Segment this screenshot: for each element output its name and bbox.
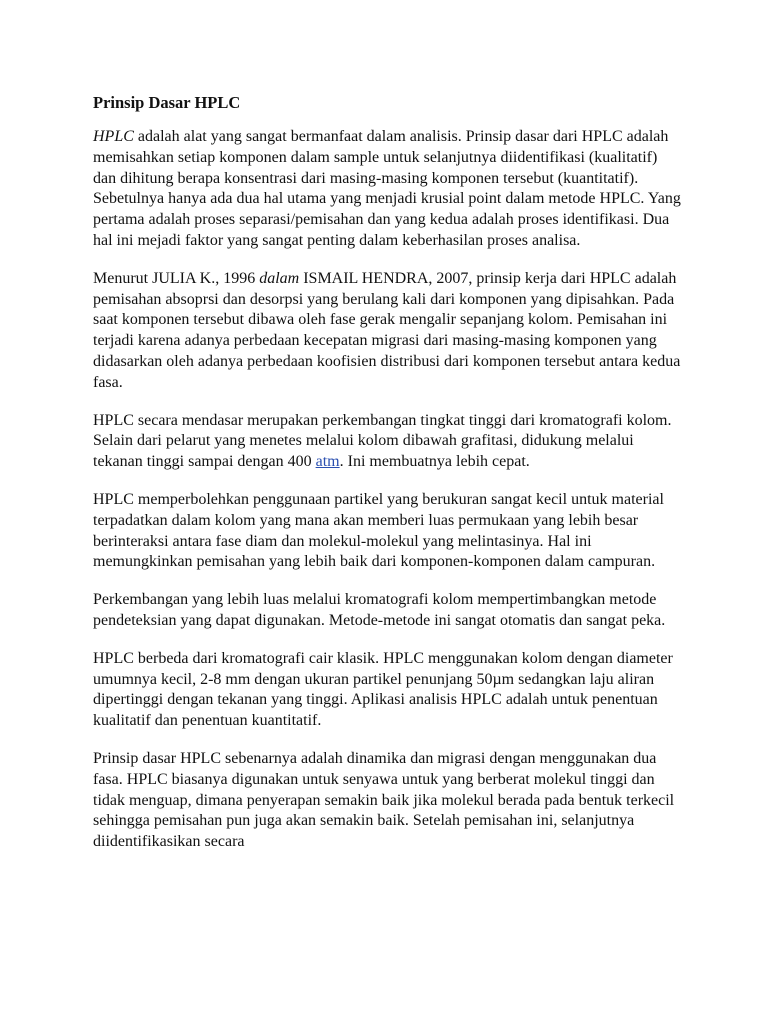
paragraph-2-after: ISMAIL HENDRA, 2007, prinsip kerja dari HPLC adalah pemisahan absoprsi dan desorpsi yang berulang kali dari komponen yang dipisahkan. Pada saat komponen tersebut dibawa oleh fase gerak mengalir sepanjang kolom. Pemisahan ini terjadi karena adanya perbedaan kecepatan migrasi dari masing-masing komponen yang didasarkan oleh adanya perbedaan koofisien distribusi dari komponen tersebut antara kedua fasa. [93,269,681,391]
paragraph-4: HPLC memperbolehkan penggunaan partikel yang berukuran sangat kecil untuk material terpadatkan dalam kolom yang mana akan memberi luas permukaan yang lebih besar berinteraksi antara fase diam dan molekul-molekul yang melintasinya. Hal ini memungkinkan pemisahan yang lebih baik dari komponen-komponen dalam campuran. [93,490,664,571]
paragraph-3-before: HPLC secara mendasar merupakan perkembangan tingkat tinggi dari kromatografi kolom. Selain dari pelarut yang menetes melalui kolom dibawah grafitasi, didukung melalui tekanan tinggi sampai dengan 400 [93,411,672,471]
atm-link[interactable]: atm [315,453,340,471]
paragraph-6: HPLC berbeda dari kromatografi cair klasik. HPLC menggunakan kolom dengan diameter umumnya kecil, 2-8 mm dengan ukuran partikel penunjang 50µm sedangkan laju aliran dipertinggi dengan tekanan yang tinggi. Aplikasi analisis HPLC adalah untuk penentuan kualitatif dan penentuan kuantitatif. [93,649,673,730]
page-title: Prinsip Dasar HPLC [93,93,241,112]
paragraph-2-before: Menurut JULIA K., 1996 [93,269,260,287]
paragraph-2-italic: dalam [259,269,300,287]
paragraph-1 [93,127,683,252]
paragraph-7: Prinsip dasar HPLC sebenarnya adalah dinamika dan migrasi dengan menggunakan dua fasa. HPLC biasanya digunakan untuk senyawa untuk yang berberat molekul tinggi dan tidak menguap, dimana penyerapan semakin baik jika molekul berada pada bentuk terkecil sehingga pemisahan pun juga akan semakin baik. Setelah pemisahan ini, selanjutnya diidentifikasikan secara [93,749,675,851]
paragraph-3 [93,411,683,473]
paragraph-1-lead-italic: HPLC [93,128,134,145]
paragraph-5: Perkembangan yang lebih luas melalui kromatografi kolom mempertimbangkan metode pendeteksian yang dapat digunakan. Metode-metode ini sangat otomatis dan sangat peka. [93,591,666,629]
paragraph-3-after: . Ini membuatnya lebih cepat. [339,453,530,471]
document-body [93,92,683,853]
paragraph-1-text: adalah alat yang sangat bermanfaat dalam analisis. Prinsip dasar dari HPLC adalah memisahkan setiap komponen dalam sample untuk selanjutnya diidentifikasi (kualitatif) dan dihitung berapa konsentrasi dari masing-masing komponen tersebut (kuantitatif). Sebetulnya hanya ada dua hal utama yang menjadi krusial point dalam metode HPLC. Yang pertama adalah proses separasi/pemisahan dan yang kedua adalah proses identifikasi. Dua hal ini mejadi faktor yang sangat penting dalam keberhasilan proses analisa. [93,128,681,249]
paragraph-2 [93,269,683,394]
